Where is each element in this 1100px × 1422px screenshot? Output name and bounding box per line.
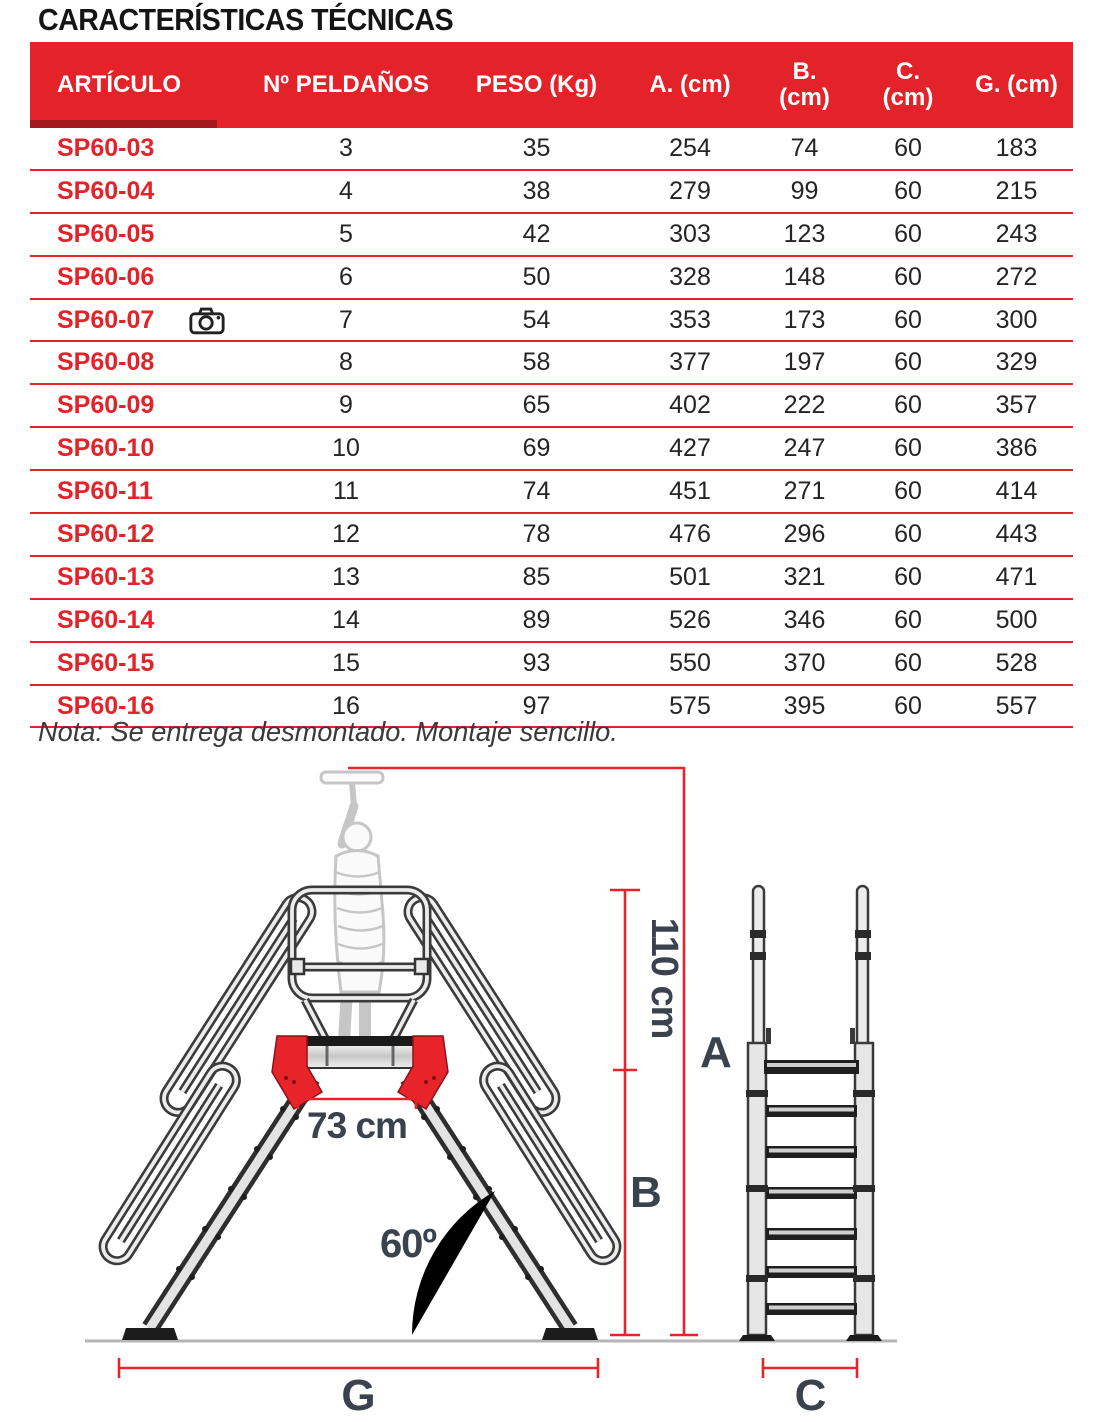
- value-cell: 10: [332, 434, 360, 463]
- value-cell: 279: [669, 176, 711, 205]
- value-cell: 370: [783, 648, 826, 677]
- article-cell: SP60-08: [57, 348, 155, 377]
- value-cell: 58: [522, 348, 551, 377]
- value-cell: 8: [339, 348, 353, 377]
- article-cell: SP60-07: [30, 306, 246, 335]
- value-cell: 271: [783, 477, 826, 506]
- value-cell: 215: [995, 176, 1038, 205]
- value-cell: 346: [783, 605, 826, 634]
- table-row: [30, 171, 1073, 214]
- table-row: [30, 257, 1073, 300]
- article-cell: SP60-13: [57, 562, 155, 591]
- page-title: CARACTERÍSTICAS TÉCNICAS: [38, 2, 454, 37]
- value-cell: 99: [790, 176, 819, 205]
- col-header-b: B. (cm): [779, 58, 830, 111]
- value-cell: 353: [669, 305, 711, 334]
- value-cell: 247: [783, 434, 826, 463]
- value-cell: 4: [339, 176, 353, 205]
- article-cell: SP60-12: [57, 519, 155, 548]
- value-cell: 550: [669, 648, 711, 677]
- value-cell: 60: [894, 219, 922, 248]
- article-cell: SP60-04: [57, 176, 155, 205]
- col-header-articulo: ARTÍCULO: [57, 71, 181, 99]
- article-cell: SP60-10: [57, 434, 155, 463]
- value-cell: 60: [894, 262, 922, 291]
- table-row: [30, 342, 1073, 385]
- value-cell: 60: [894, 133, 922, 162]
- value-cell: 243: [995, 219, 1038, 248]
- table-row: [30, 300, 1073, 343]
- value-cell: 60: [894, 348, 922, 377]
- label-g: G: [341, 1371, 375, 1420]
- table-body: [30, 128, 1073, 728]
- value-cell: 85: [522, 562, 551, 591]
- value-cell: 328: [669, 262, 711, 291]
- value-cell: 7: [339, 305, 353, 334]
- value-cell: 501: [669, 562, 711, 591]
- value-cell: 50: [522, 262, 551, 291]
- value-cell: 42: [522, 219, 551, 248]
- value-cell: 148: [783, 262, 826, 291]
- side-view: [739, 886, 882, 1341]
- value-cell: 500: [995, 605, 1038, 634]
- table-row: [30, 428, 1073, 471]
- value-cell: 414: [995, 477, 1038, 506]
- value-cell: 60: [894, 519, 922, 548]
- assembly-note: Nota: Se entrega desmontado. Montaje sencillo.: [38, 716, 618, 747]
- value-cell: 89: [522, 605, 551, 634]
- value-cell: 54: [522, 305, 551, 334]
- value-cell: 74: [790, 133, 819, 162]
- value-cell: 14: [332, 605, 360, 634]
- value-cell: 60: [894, 605, 922, 634]
- value-cell: 93: [522, 648, 551, 677]
- value-cell: 443: [995, 519, 1038, 548]
- table-header: [30, 42, 1073, 128]
- value-cell: 377: [669, 348, 711, 377]
- label-73cm: 73 cm: [307, 1105, 407, 1146]
- left-foot: [122, 1328, 178, 1340]
- side-view-rungs: [766, 1105, 857, 1315]
- value-cell: 296: [783, 519, 826, 548]
- article-cell: SP60-11: [57, 477, 153, 506]
- article-cell: SP60-06: [57, 262, 155, 291]
- article-cell: SP60-09: [57, 391, 155, 420]
- right-foot: [542, 1328, 598, 1340]
- value-cell: 60: [894, 648, 922, 677]
- value-cell: 528: [995, 648, 1038, 677]
- value-cell: 321: [783, 562, 826, 591]
- value-cell: 526: [669, 605, 711, 634]
- value-cell: 3: [339, 133, 353, 162]
- value-cell: 9: [339, 391, 353, 420]
- value-cell: 60: [894, 562, 922, 591]
- article-cell: SP60-14: [57, 605, 155, 634]
- value-cell: 476: [669, 519, 711, 548]
- table-row: [30, 128, 1073, 171]
- value-cell: 16: [332, 691, 360, 720]
- value-cell: 557: [995, 691, 1038, 720]
- col-header-peso: PESO (Kg): [475, 71, 598, 99]
- camera-icon: [188, 306, 226, 335]
- value-cell: 254: [669, 133, 711, 162]
- table-row: [30, 643, 1073, 686]
- value-cell: 197: [783, 348, 826, 377]
- value-cell: 60: [894, 176, 922, 205]
- table-row: [30, 214, 1073, 257]
- value-cell: 395: [783, 691, 826, 720]
- value-cell: 5: [339, 219, 353, 248]
- table-row: [30, 514, 1073, 557]
- table-row: [30, 385, 1073, 428]
- article-cell: SP60-16: [57, 691, 155, 720]
- value-cell: 60: [894, 305, 922, 334]
- col-header-peldanos: Nº PELDAÑOS: [262, 71, 430, 99]
- value-cell: 60: [894, 477, 922, 506]
- value-cell: 38: [522, 176, 551, 205]
- value-cell: 97: [522, 691, 551, 720]
- value-cell: 60: [894, 691, 922, 720]
- value-cell: 13: [332, 562, 360, 591]
- value-cell: 35: [522, 133, 551, 162]
- value-cell: 123: [783, 219, 826, 248]
- label-c: C: [794, 1371, 826, 1420]
- col-header-g: G. (cm): [975, 71, 1058, 99]
- col-header-a: A. (cm): [649, 71, 731, 99]
- article-cell: SP60-05: [57, 219, 155, 248]
- value-cell: 69: [522, 434, 551, 463]
- col-header-c: C. (cm): [882, 58, 934, 111]
- table-row: [30, 600, 1073, 643]
- table-row: [30, 557, 1073, 600]
- value-cell: 173: [783, 305, 826, 334]
- value-cell: 60: [894, 391, 922, 420]
- value-cell: 402: [669, 391, 711, 420]
- value-cell: 15: [332, 648, 360, 677]
- dimension-110-b-line: [610, 890, 640, 1335]
- value-cell: 386: [995, 434, 1038, 463]
- label-a: A: [700, 1028, 731, 1077]
- value-cell: 74: [522, 477, 551, 506]
- value-cell: 451: [669, 477, 711, 506]
- value-cell: 65: [522, 391, 551, 420]
- label-60deg: 60º: [379, 1222, 437, 1266]
- spec-table: [30, 42, 1073, 728]
- value-cell: 183: [995, 133, 1038, 162]
- label-b: B: [630, 1168, 661, 1217]
- value-cell: 78: [522, 519, 551, 548]
- value-cell: 427: [669, 434, 711, 463]
- value-cell: 329: [995, 348, 1038, 377]
- value-cell: 60: [894, 434, 922, 463]
- value-cell: 11: [333, 477, 359, 506]
- value-cell: 222: [783, 391, 826, 420]
- value-cell: 471: [995, 562, 1038, 591]
- diagram-svg: [0, 760, 1100, 1422]
- value-cell: 6: [339, 262, 353, 291]
- value-cell: 303: [669, 219, 711, 248]
- label-110cm: 110 cm: [643, 917, 685, 1039]
- article-cell: SP60-03: [57, 133, 155, 162]
- technical-diagram: [0, 760, 1100, 1422]
- value-cell: 272: [995, 262, 1038, 291]
- table-row: [30, 471, 1073, 514]
- article-cell: SP60-15: [57, 648, 155, 677]
- value-cell: 300: [995, 305, 1038, 334]
- value-cell: 357: [995, 391, 1038, 420]
- value-cell: 575: [669, 691, 711, 720]
- value-cell: 12: [332, 519, 360, 548]
